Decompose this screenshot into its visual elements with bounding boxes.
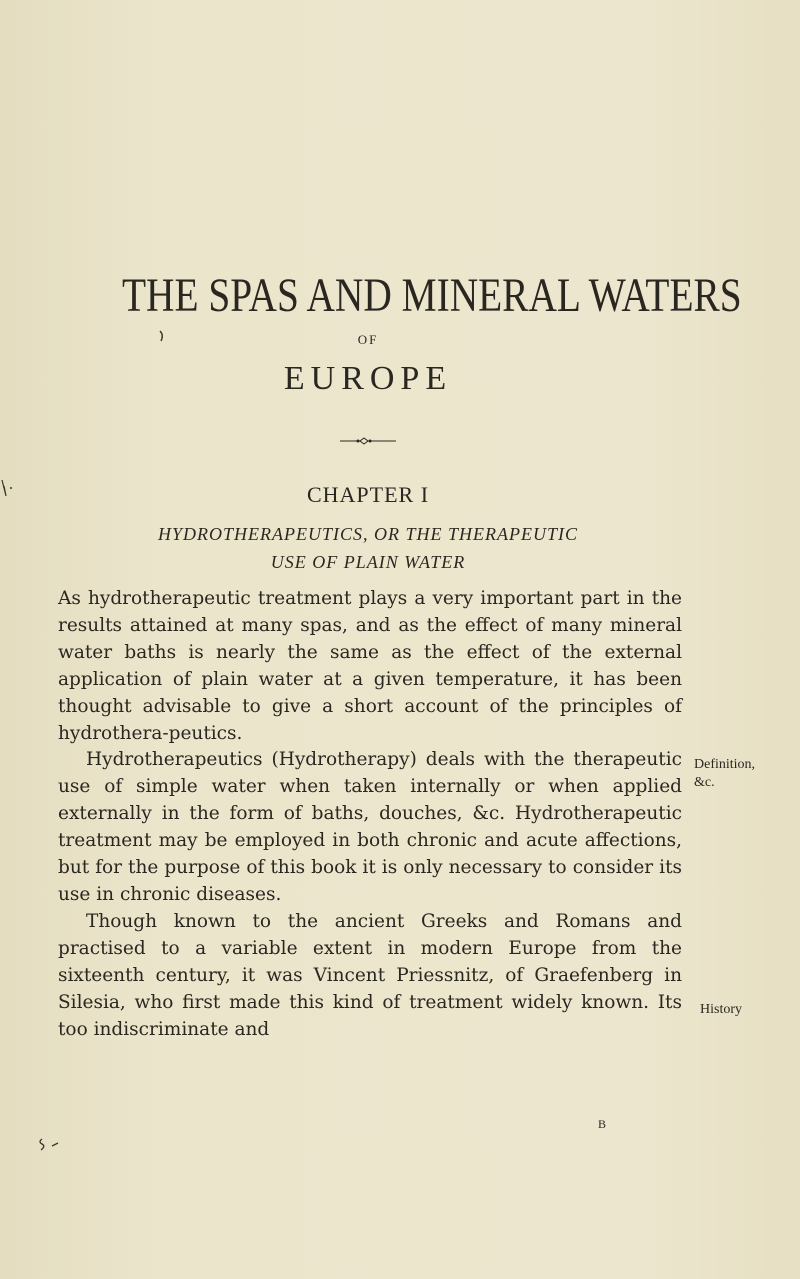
body-text (58, 586, 682, 1043)
margin-note-history: History (700, 1002, 742, 1017)
title-of: OF (357, 332, 379, 347)
paragraph-3: Though known to the ancient Greeks and Romans and practised to a variable extent in modern Europe from the sixteenth century, it was Vincent Priessnitz, of Graefenberg in Silesia, who first made this kind of treatment widely known. Its too indiscriminate and (58, 910, 682, 1040)
chapter-heading: CHAPTER I (306, 482, 430, 507)
paragraph-1: As hydrotherapeutic treatment plays a very important part in the results attained at many spas, and as the effect of many mineral water baths is nearly the same as the effect of the external application of plain water at a given temperature, it has been thought advisable to give a short account of the principles of hydrothera-peutics. (58, 588, 682, 744)
paragraph-2: Hydrotherapeutics (Hydrotherapy) deals with the therapeutic use of simple water when taken internally or when applied externally in the form of baths, douches, &c. Hydrotherapeutic treatment may be employed in both chronic and acute affections, but for the purpose of this book it is only necessary to consider its use in chronic diseases. (58, 749, 682, 905)
signature-mark: B (598, 1117, 607, 1131)
ornament-divider (340, 437, 396, 445)
margin-pencil-mark (0, 478, 14, 498)
book-subtitle: EUROPE (283, 360, 453, 397)
chapter-subheading-line2: USE OF PLAIN WATER (270, 552, 466, 572)
chapter-subheading-line1: HYDROTHERAPEUTICS, OR THE THERAPEUTIC (158, 524, 578, 544)
book-title: THE SPAS AND MINERAL WATERS (122, 269, 742, 322)
margin-note-definition-line1: Definition, (694, 757, 756, 772)
margin-note-definition (694, 756, 800, 792)
margin-note-definition-line2: &c. (694, 775, 715, 790)
handwritten-mark (36, 1136, 66, 1152)
